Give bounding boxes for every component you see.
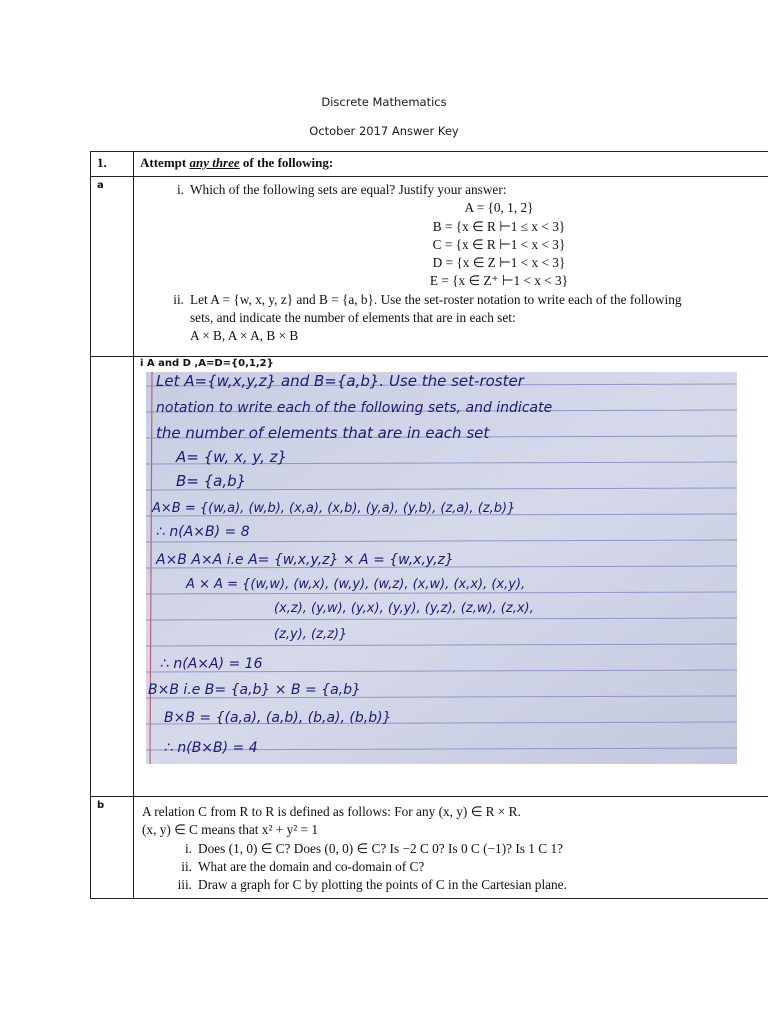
- part-b-item: [142, 840, 768, 858]
- item-text: A × B, A × A, B × B: [190, 328, 299, 344]
- answer-empty-cell: [91, 357, 134, 797]
- part-b-question: [134, 797, 768, 899]
- question-number: 1.: [97, 155, 107, 170]
- part-b-item: [142, 858, 768, 876]
- part-b-line-2: (x, y) ∈ C means that x² + y² = 1: [142, 822, 318, 838]
- heading-emphasis: any three: [189, 155, 240, 170]
- set-definition: B = {x ∈ R ⊢1 ≤ x < 3}: [432, 218, 566, 234]
- item-text: Let A = {w, x, y, z} and B = {a, b}. Use the set-roster notation to write each of the following: [190, 291, 682, 307]
- question-number-cell: [91, 152, 134, 177]
- handwriting-line: A × A = {(w,w), (w,x), (w,y), (w,z), (x,w), (x,x), (x,y),: [186, 577, 526, 592]
- answer-a-label: i A and D ,A=D={0,1,2}: [140, 358, 274, 369]
- handwriting-line: (z,y), (z,z)}: [274, 627, 348, 642]
- handwriting-line: the number of elements that are in each set: [156, 424, 490, 442]
- heading-prefix: Attempt: [140, 155, 190, 170]
- handwriting-line: B×B i.e B= {a,b} × B = {a,b}: [148, 682, 361, 698]
- part-a-item-i: [134, 181, 768, 199]
- handwriting-line: A= {w, x, y, z}: [176, 448, 288, 466]
- part-a-item-ii-cont: [134, 309, 768, 327]
- item-text: Does (1, 0) ∈ C? Does (0, 0) ∈ C? Is −2 C 0? Is 0 C (−1)? Is 1 C 1?: [198, 840, 563, 856]
- handwriting-line: ∴ n(B×B) = 4: [164, 740, 258, 756]
- handwriting-line: notation to write each of the following sets, and indicate: [156, 400, 553, 416]
- handwriting-line: ∴ n(A×B) = 8: [156, 524, 250, 540]
- handwriting-line: A×B A×A i.e A= {w,x,y,z} × A = {w,x,y,z}: [156, 552, 454, 568]
- set-definition: D = {x ∈ Z ⊢1 < x < 3}: [432, 255, 566, 271]
- item-marker: i.: [184, 840, 192, 856]
- heading-suffix: of the following:: [239, 155, 334, 170]
- item-marker: i.: [176, 182, 184, 197]
- part-b-label: b: [91, 797, 134, 899]
- question-heading-cell: [134, 152, 768, 177]
- answer-a-cell: [134, 357, 768, 797]
- handwriting-line: B×B = {(a,a), (a,b), (b,a), (b,b)}: [164, 710, 392, 726]
- document-title: Discrete Mathematics: [321, 95, 447, 109]
- part-a-label: a: [91, 177, 134, 357]
- handwriting-line: Let A={w,x,y,z} and B={a,b}. Use the set-roster: [156, 372, 524, 390]
- item-marker: ii.: [173, 291, 184, 307]
- item-marker: iii.: [177, 877, 192, 893]
- handwriting-line: (x,z), (y,w), (y,x), (y,y), (y,z), (z,w), (z,x),: [274, 601, 534, 616]
- item-text: Draw a graph for C by plotting the points of C in the Cartesian plane.: [198, 877, 567, 893]
- handwriting-line: A×B = {(w,a), (w,b), (x,a), (x,b), (y,a), (y,b), (z,a), (z,b)}: [152, 501, 516, 516]
- item-text: sets, and indicate the number of elements that are in each set:: [190, 310, 516, 326]
- question-heading: [134, 152, 768, 176]
- answer-key-table: [90, 151, 768, 899]
- set-definition: E = {x ∈ Z⁺ ⊢1 < x < 3}: [429, 273, 569, 289]
- set-definition: C = {x ∈ R ⊢1 < x < 3}: [432, 236, 566, 252]
- part-b-item: [142, 876, 768, 894]
- part-a-item-ii: [134, 291, 768, 309]
- handwriting-line: ∴ n(A×A) = 16: [160, 656, 263, 672]
- part-b-line-1: A relation C from R to R is defined as follows: For any (x, y) ∈ R × R.: [142, 804, 521, 819]
- item-text: What are the domain and co-domain of C?: [198, 858, 425, 874]
- item-marker: ii.: [181, 858, 192, 874]
- item-text: Which of the following sets are equal? Justify your answer:: [190, 182, 507, 197]
- handwriting-line: B= {a,b}: [176, 472, 247, 490]
- part-a-item-ii-sets: [134, 327, 768, 345]
- set-definition: A = {0, 1, 2}: [464, 200, 534, 216]
- document-subtitle: October 2017 Answer Key: [309, 124, 459, 138]
- part-a-question: [134, 177, 768, 357]
- handwritten-answer-photo: [146, 372, 737, 764]
